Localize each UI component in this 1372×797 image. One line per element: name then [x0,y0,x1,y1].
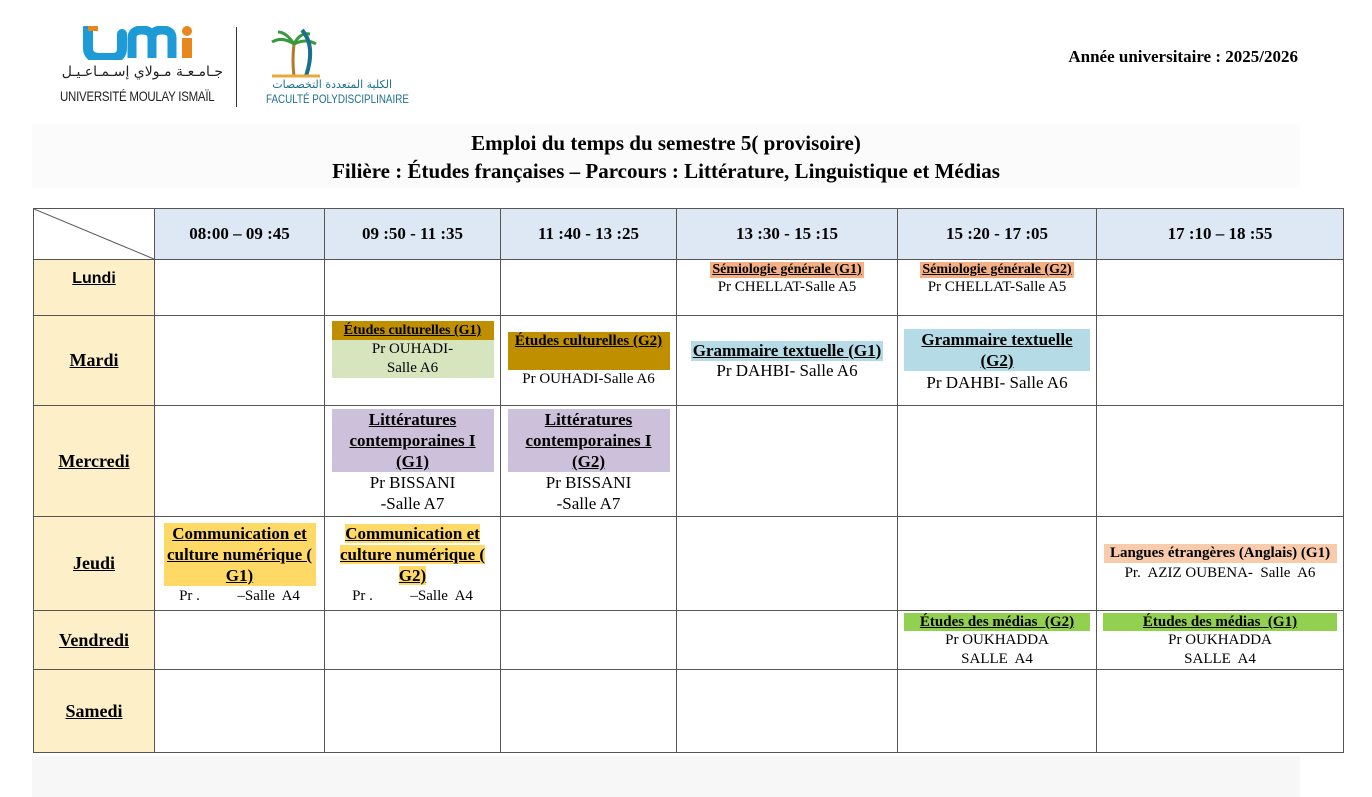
course-cell [501,406,677,517]
day-label-vendredi: Vendredi [34,611,155,670]
empty-cell [155,260,325,316]
course-cell [898,611,1097,670]
course-cell [898,260,1097,316]
empty-cell [1097,670,1344,753]
empty-cell [155,316,325,406]
course-cell [1097,611,1344,670]
course-cell [677,260,898,316]
empty-cell [501,670,677,753]
course-prof: Pr CHELLAT-Salle A5 [717,279,857,295]
empty-cell [1097,260,1344,316]
prof-room: -Salle A7 [556,494,621,513]
prof-name: Pr BISSANI [545,473,632,492]
timetable-header-row [34,209,1344,260]
row-mardi [34,316,1344,406]
day-label-mercredi: Mercredi [34,406,155,517]
empty-cell [155,406,325,517]
day-label-samedi: Samedi [34,670,155,753]
empty-cell [501,611,677,670]
bottom-band [32,756,1300,797]
prof-room: Salle A6 [386,360,439,376]
faculty-arabic-name: الكلية المتعددة التخصصات [272,78,392,91]
logo-divider [236,27,237,107]
course-title: Études culturelles (G2) [508,332,670,370]
course-title: Grammaire textuelle (G2) [904,329,1090,371]
course-cell [325,517,501,611]
umi-logo-mark-icon [82,26,200,60]
palm-tree-icon [264,26,324,81]
course-cell [501,316,677,406]
prof-room: SALLE A4 [961,651,1033,667]
empty-cell [325,670,501,753]
corner-cell [34,209,155,260]
course-prof: Pr . –Salle A4 [352,588,473,604]
faculty-latin-name: FACULTÉ POLYDISCIPLINAIRE [266,92,409,106]
schedule-title: Emploi du temps du semestre 5( provisoire) [471,131,861,155]
timeslot-header: 11 :40 - 13 :25 [501,209,677,260]
prof-room: SALLE A4 [1184,651,1256,667]
course-prof: Pr. AZIZ OUBENA- Salle A6 [1124,565,1316,581]
course-title: Grammaire textuelle (G1) [692,340,882,360]
empty-cell [155,611,325,670]
empty-cell [677,517,898,611]
course-title: Communication et culture numérique ( G2) [339,524,486,585]
course-cell [1097,517,1344,611]
diagonal-line-icon [34,209,154,259]
day-label-lundi: Lundi [34,260,155,316]
course-title: Langues étrangères (Anglais) (G1) [1104,544,1337,563]
empty-cell [501,517,677,611]
empty-cell [677,670,898,753]
course-cell [677,316,898,406]
row-samedi [34,670,1344,753]
course-title: Littératures contemporaines I (G2) [508,409,670,472]
empty-cell [898,517,1097,611]
empty-cell [677,406,898,517]
prof-name: Pr OUKHADDA [1168,632,1272,648]
course-prof: Pr OUHADI-Salle A6 [522,371,655,387]
prof-name: Pr OUHADI- [371,341,454,357]
timeslot-header: 13 :30 - 15 :15 [677,209,898,260]
course-cell [325,316,501,406]
faculty-logo [256,26,409,110]
empty-cell [898,406,1097,517]
day-label-jeudi: Jeudi [34,517,155,611]
course-title: Communication et culture numérique ( G1) [164,523,316,586]
prof-name: Pr BISSANI [369,473,456,492]
course-cell [898,316,1097,406]
timetable [33,208,1344,753]
course-title: Études des médias (G1) [1103,613,1337,631]
row-jeudi [34,517,1344,611]
course-title: Littératures contemporaines I (G1) [332,409,494,472]
course-title: Études culturelles (G1) [332,321,494,340]
empty-cell [325,611,501,670]
course-prof: Pr DAHBI- Salle A6 [926,372,1068,392]
umi-arabic-name: جـامـعـة مـولاي إسـمـاعـيـل [61,64,223,80]
course-prof: Pr . –Salle A4 [179,588,300,604]
program-title: Filière : Études françaises – Parcours : Littérature, Linguistique et Médias [332,159,1000,183]
day-label-mardi: Mardi [34,316,155,406]
empty-cell [155,670,325,753]
course-title: Études des médias (G2) [904,613,1090,631]
course-prof: Pr DAHBI- Salle A6 [716,360,858,380]
timeslot-header: 17 :10 – 18 :55 [1097,209,1344,260]
course-title: Sémiologie générale (G1) [712,262,862,277]
prof-room: -Salle A7 [380,494,445,513]
prof-name: Pr OUKHADDA [945,632,1049,648]
empty-cell [501,260,677,316]
course-cell [155,517,325,611]
umi-latin-name: UNIVERSITÉ MOULAY ISMAÏL [60,88,215,104]
course-prof: Pr CHELLAT-Salle A5 [927,279,1067,295]
empty-cell [1097,316,1344,406]
academic-year: Année universitaire : 2025/2026 [1068,47,1298,66]
timeslot-header: 15 :20 - 17 :05 [898,209,1097,260]
umi-logo [58,26,223,110]
empty-cell [677,611,898,670]
empty-cell [898,670,1097,753]
row-vendredi [34,611,1344,670]
empty-cell [325,260,501,316]
empty-cell [1097,406,1344,517]
course-prof [332,340,494,378]
course-cell [325,406,501,517]
row-mercredi [34,406,1344,517]
timeslot-header: 09 :50 - 11 :35 [325,209,501,260]
timeslot-header: 08:00 – 09 :45 [155,209,325,260]
course-title: Sémiologie générale (G2) [922,262,1072,277]
row-lundi [34,260,1344,316]
